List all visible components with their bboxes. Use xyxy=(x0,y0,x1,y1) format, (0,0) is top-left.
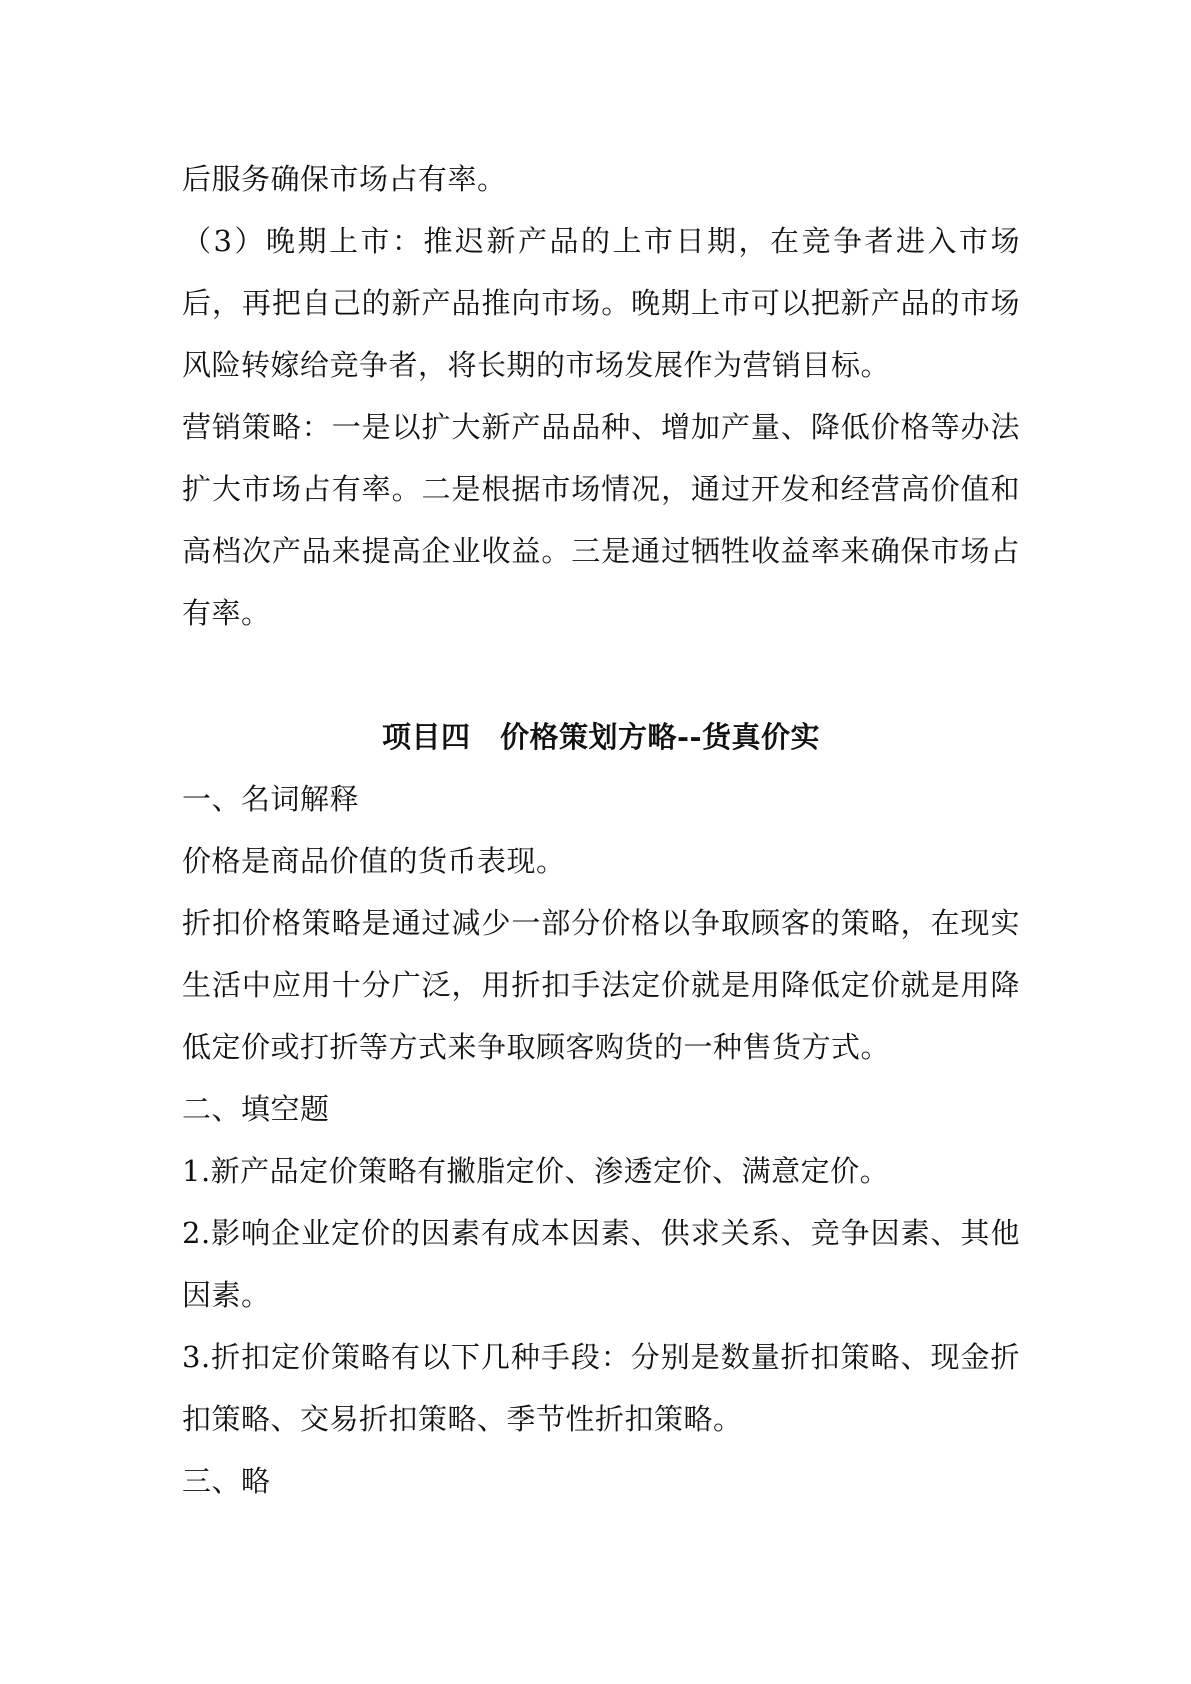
section3-title: 三、略 xyxy=(182,1464,271,1498)
fill-in-item-3: 3.折扣定价策略有以下几种手段：分别是数量折扣策略、现金折扣策略、交易折扣策略、季节性折扣策略。 xyxy=(182,1340,1020,1436)
section-heading: 项目四 价格策划方略--货真价实 xyxy=(381,720,821,754)
paragraph-late-launch: （3）晚期上市：推迟新产品的上市日期，在竞争者进入市场后，再把自己的新产品推向市场。晚期上市可以把新产品的市场风险转嫁给竞争者，将长期的市场发展作为营销目标。 xyxy=(182,224,1020,382)
definition-price: 价格是商品价值的货币表现。 xyxy=(182,844,566,878)
section2-title: 二、填空题 xyxy=(182,1092,330,1126)
document-page xyxy=(182,148,1020,1512)
paragraph-marketing-strategy: 营销策略：一是以扩大新产品品种、增加产量、降低价格等办法扩大市场占有率。二是根据市场情况，通过开发和经营高价值和高档次产品来提高企业收益。三是通过牺牲收益率来确保市场占有率。 xyxy=(182,410,1020,630)
fill-in-item-2: 2.影响企业定价的因素有成本因素、供求关系、竞争因素、其他因素。 xyxy=(182,1216,1020,1312)
definition-discount-strategy: 折扣价格策略是通过减少一部分价格以争取顾客的策略，在现实生活中应用十分广泛，用折扣手法定价就是用降低定价就是用降低定价或打折等方式来争取顾客购货的一种售货方式。 xyxy=(182,906,1020,1064)
spacer xyxy=(182,644,1020,706)
fill-in-item-1: 1.新产品定价策略有撇脂定价、渗透定价、满意定价。 xyxy=(182,1154,890,1188)
section1-title: 一、名词解释 xyxy=(182,782,360,816)
paragraph-continuation: 后服务确保市场占有率。 xyxy=(182,162,507,196)
